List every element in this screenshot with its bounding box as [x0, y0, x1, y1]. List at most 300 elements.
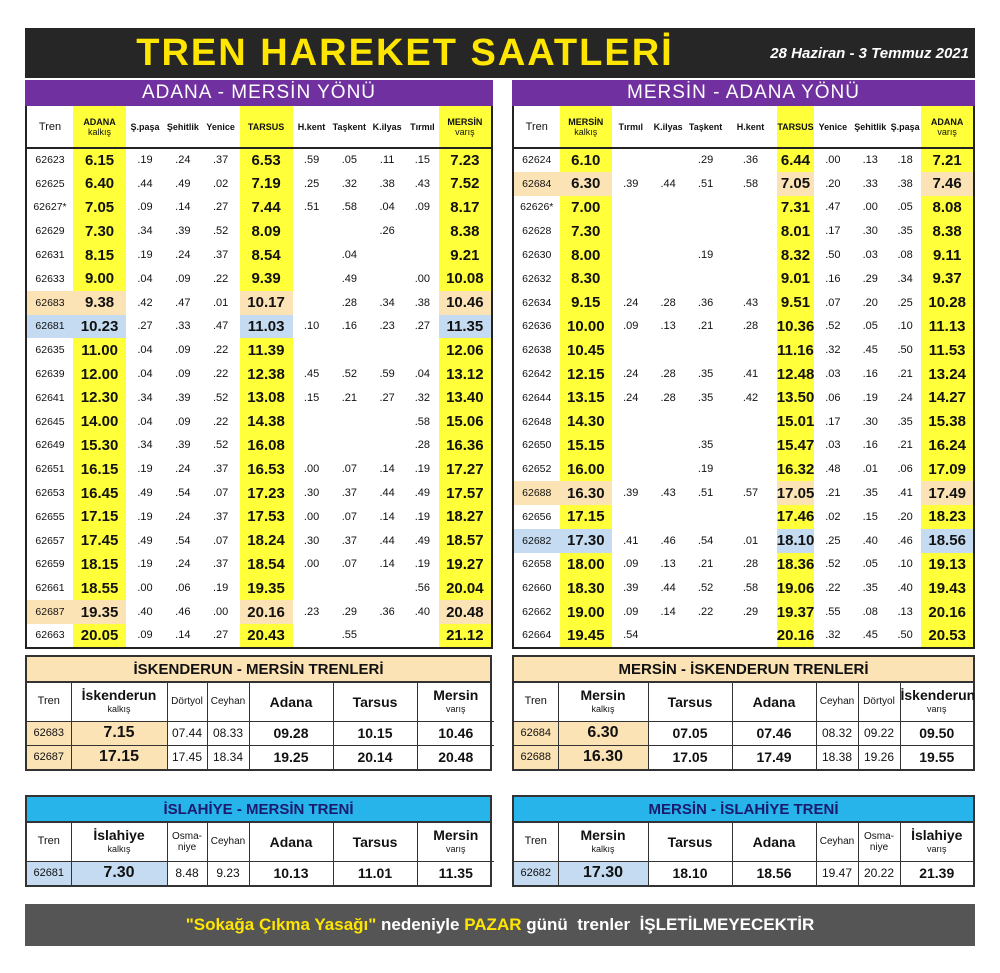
time-cell: .28 [414, 439, 431, 452]
time-cell: .51 [303, 201, 320, 214]
time-cell: 17.30 [558, 861, 648, 885]
time-cell: .37 [212, 154, 229, 167]
time-cell: 7.30 [560, 219, 613, 243]
train-number: 62664 [522, 629, 552, 642]
column-header [732, 683, 816, 721]
time-cell: .46 [175, 606, 191, 619]
time-cell: 20.22 [858, 861, 900, 885]
time-cell: .04 [341, 249, 357, 262]
train-number: 62681 [27, 861, 71, 885]
time-cell: .51 [697, 177, 714, 190]
column-header-label: Tırmıl [618, 121, 644, 132]
time-cell: 8.15 [73, 243, 126, 267]
time-cell: .47 [175, 296, 191, 309]
islahiye-mersin-box [25, 795, 492, 887]
table-row [513, 457, 974, 481]
time-cell: .39 [623, 487, 639, 500]
time-cell: 15.06 [439, 410, 492, 434]
time-cell: .05 [862, 558, 878, 571]
time-cell: 7.19 [240, 172, 293, 196]
time-cell: .25 [897, 296, 913, 309]
time-cell: .06 [897, 463, 913, 476]
time-cell: .24 [897, 391, 913, 404]
time-cell: .52 [825, 558, 841, 571]
column-header-label: kalkış [107, 703, 131, 714]
train-number: 62631 [35, 249, 65, 262]
column-header-label: varış [445, 843, 466, 854]
time-cell: 19.27 [439, 553, 492, 577]
table-row [26, 219, 492, 243]
time-cell: .45 [862, 344, 878, 357]
time-cell: .00 [212, 606, 229, 619]
time-cell: .10 [303, 320, 320, 333]
column-header [71, 683, 167, 721]
time-cell: 13.50 [777, 386, 814, 410]
time-cell: .21 [897, 439, 913, 452]
train-number: 62651 [35, 463, 65, 476]
time-cell: .39 [175, 391, 191, 404]
time-cell: .49 [341, 272, 357, 285]
column-header [514, 823, 558, 861]
time-cell: 8.30 [560, 267, 613, 291]
time-cell [293, 243, 331, 267]
notice-text-1: nedeniyle [376, 915, 465, 934]
time-cell: .04 [137, 344, 153, 357]
time-cell [649, 196, 686, 220]
time-cell: 19.35 [73, 600, 126, 624]
time-cell: .37 [212, 558, 229, 571]
time-cell: .21 [697, 558, 714, 571]
time-cell: .16 [862, 439, 878, 452]
column-header [207, 823, 249, 861]
column-header [71, 823, 167, 861]
column-header [126, 106, 164, 148]
time-cell: 17.49 [921, 481, 974, 505]
time-cell [612, 148, 649, 172]
time-cell [368, 338, 406, 362]
time-cell: 9.11 [921, 243, 974, 267]
time-cell: 9.37 [921, 267, 974, 291]
time-cell: .19 [137, 249, 153, 262]
column-header-label: Adana [269, 693, 313, 710]
time-cell: .55 [825, 606, 841, 619]
time-cell: .19 [137, 510, 153, 523]
column-header [167, 683, 207, 721]
train-number: 62683 [27, 721, 71, 745]
train-number: 62624 [522, 154, 552, 167]
time-cell [406, 243, 439, 267]
iskenderun-mersin-title: İSKENDERUN - MERSİN TRENLERİ [27, 657, 490, 683]
time-cell: 9.38 [73, 291, 126, 315]
time-cell: .42 [137, 296, 153, 309]
time-cell: 17.53 [240, 505, 293, 529]
time-cell: 18.27 [439, 505, 492, 529]
time-cell: .27 [212, 201, 229, 214]
time-cell [724, 338, 777, 362]
time-cell: .39 [175, 439, 191, 452]
time-cell: 10.46 [417, 721, 494, 745]
time-cell: 10.28 [921, 291, 974, 315]
column-header-label: varış [926, 703, 947, 714]
table-row [26, 386, 492, 410]
time-cell: 10.17 [240, 291, 293, 315]
time-cell: .03 [825, 439, 841, 452]
column-header-label: Tren [525, 120, 548, 133]
column-header-label: ADANA [83, 116, 116, 127]
column-header [333, 683, 417, 721]
time-cell: 9.23 [207, 861, 249, 885]
time-cell [724, 267, 777, 291]
train-number: 62627* [33, 201, 67, 214]
time-cell: .21 [825, 487, 841, 500]
time-cell: 7.23 [439, 148, 492, 172]
time-cell [612, 338, 649, 362]
table-row [513, 600, 974, 624]
column-header-label: Mersin [433, 826, 479, 843]
time-cell [687, 505, 724, 529]
time-cell: 19.26 [858, 745, 900, 769]
time-cell: .00 [414, 272, 431, 285]
time-cell: 16.30 [560, 481, 613, 505]
time-cell: 7.46 [921, 172, 974, 196]
time-cell: 20.53 [921, 624, 974, 648]
time-cell: .21 [341, 391, 357, 404]
time-cell: .36 [697, 296, 714, 309]
column-header-label: Adana [269, 833, 313, 850]
time-cell: 19.55 [900, 745, 973, 769]
column-header [26, 106, 73, 148]
train-number: 62688 [514, 745, 558, 769]
time-cell: .26 [379, 225, 395, 238]
time-cell: .19 [137, 154, 153, 167]
train-number: 62645 [35, 415, 65, 428]
time-cell: .54 [175, 534, 191, 547]
time-cell: 18.38 [816, 745, 858, 769]
time-cell: .56 [414, 582, 431, 595]
time-cell: .49 [414, 534, 431, 547]
time-cell: 10.46 [439, 291, 492, 315]
time-cell: 20.04 [439, 576, 492, 600]
time-cell: 7.21 [921, 148, 974, 172]
time-cell: .01 [862, 463, 878, 476]
time-cell [687, 219, 724, 243]
time-cell: .04 [137, 368, 153, 381]
train-number: 62626* [520, 201, 554, 214]
time-cell: .44 [660, 582, 676, 595]
time-cell: 8.09 [240, 219, 293, 243]
column-header-label: Tarsus [667, 833, 713, 850]
table-row [27, 745, 494, 769]
time-cell: 19.43 [921, 576, 974, 600]
time-cell: .20 [825, 177, 841, 190]
time-cell: .07 [341, 558, 357, 571]
time-cell: .29 [862, 272, 878, 285]
column-header [816, 683, 858, 721]
time-cell: 18.54 [240, 553, 293, 577]
time-cell: .28 [660, 296, 676, 309]
time-cell: 07.05 [648, 721, 732, 745]
time-cell [368, 410, 406, 434]
train-number: 62636 [522, 320, 552, 333]
time-cell: .40 [897, 582, 913, 595]
time-cell: .35 [897, 415, 913, 428]
adana-mersin-table [25, 106, 493, 649]
time-cell: .23 [379, 320, 395, 333]
time-cell: .57 [742, 487, 759, 500]
train-number: 62682 [513, 529, 560, 553]
train-number: 62635 [35, 344, 65, 357]
time-cell: .32 [341, 177, 357, 190]
time-cell [330, 219, 368, 243]
time-cell: .09 [137, 201, 153, 214]
time-cell: 15.01 [777, 410, 814, 434]
time-cell: .47 [825, 201, 841, 214]
column-header-label: Şehitlik [166, 121, 199, 132]
column-header-label: TARSUS [777, 121, 814, 132]
train-number: 62625 [35, 177, 65, 190]
train-number: 62661 [35, 582, 65, 595]
time-cell: 17.23 [240, 481, 293, 505]
time-cell: .50 [897, 344, 913, 357]
column-header-label: Mersin [433, 686, 479, 703]
column-header [687, 106, 724, 148]
mersin-adana-title: MERSİN - ADANA YÖNÜ [512, 80, 975, 106]
time-cell [724, 243, 777, 267]
time-cell: .09 [175, 368, 191, 381]
time-cell: 8.48 [167, 861, 207, 885]
column-header [73, 106, 126, 148]
time-cell [368, 624, 406, 648]
time-cell: .41 [742, 368, 759, 381]
time-cell [649, 434, 686, 458]
time-cell: .37 [341, 487, 357, 500]
table-row [26, 243, 492, 267]
train-number: 62633 [35, 272, 65, 285]
time-cell: .39 [623, 582, 639, 595]
train-number: 62687 [26, 600, 73, 624]
time-cell: 16.36 [439, 434, 492, 458]
table-row [514, 861, 973, 885]
time-cell [368, 267, 406, 291]
time-cell: .05 [341, 154, 357, 167]
table-row [513, 505, 974, 529]
time-cell: .40 [414, 606, 431, 619]
time-cell [293, 219, 331, 243]
table-row [26, 505, 492, 529]
column-header-label: kalkış [591, 843, 615, 854]
time-cell: .29 [697, 154, 714, 167]
time-cell: 17.45 [167, 745, 207, 769]
time-cell: .00 [862, 201, 878, 214]
time-cell [724, 410, 777, 434]
time-cell: .15 [303, 391, 320, 404]
column-header [27, 683, 71, 721]
time-cell: .46 [897, 534, 913, 547]
time-cell: 17.30 [560, 529, 613, 553]
time-cell: 09.50 [900, 721, 973, 745]
time-cell: .38 [379, 177, 395, 190]
time-cell: .19 [414, 558, 431, 571]
time-cell: .22 [697, 606, 714, 619]
time-cell: .09 [137, 629, 153, 642]
time-cell: .43 [414, 177, 431, 190]
time-cell: .14 [379, 510, 395, 523]
time-cell: .29 [742, 606, 759, 619]
time-cell: 17.27 [439, 457, 492, 481]
column-header-label: Tren [524, 695, 547, 708]
time-cell: .09 [175, 415, 191, 428]
column-header-label: Şehitlik [854, 121, 887, 132]
time-cell: .58 [742, 177, 759, 190]
time-cell: 10.36 [777, 315, 814, 339]
time-cell [293, 338, 331, 362]
time-cell: .43 [742, 296, 759, 309]
time-cell: .08 [897, 249, 913, 262]
time-cell: 20.16 [921, 600, 974, 624]
time-cell: .59 [303, 154, 320, 167]
time-cell: .09 [623, 320, 639, 333]
time-cell: .48 [825, 463, 841, 476]
time-cell: .49 [137, 487, 153, 500]
column-header-label: varış [926, 843, 947, 854]
time-cell [406, 624, 439, 648]
time-cell: .34 [897, 272, 913, 285]
train-number: 62660 [522, 582, 552, 595]
time-cell: .07 [212, 487, 229, 500]
time-cell: 08.33 [207, 721, 249, 745]
time-cell: 18.55 [73, 576, 126, 600]
time-cell: .47 [212, 320, 229, 333]
time-cell: 16.00 [560, 457, 613, 481]
time-cell: 12.30 [73, 386, 126, 410]
time-cell: .35 [697, 368, 714, 381]
table-row [513, 219, 974, 243]
column-header [921, 106, 974, 148]
column-header-label: varış [455, 126, 475, 137]
mersin-islahiye-table [514, 823, 973, 885]
time-cell: .36 [379, 606, 395, 619]
time-cell: .59 [379, 368, 395, 381]
time-cell: .19 [697, 463, 714, 476]
time-cell: 7.52 [439, 172, 492, 196]
time-cell: .30 [303, 487, 320, 500]
time-cell: .00 [303, 558, 320, 571]
column-header-label: Tren [524, 835, 547, 848]
time-cell: .18 [897, 154, 913, 167]
time-cell: .52 [825, 320, 841, 333]
table-row [513, 338, 974, 362]
time-cell: .01 [742, 534, 759, 547]
column-header [417, 683, 494, 721]
time-cell: 13.15 [560, 386, 613, 410]
column-header-label: TARSUS [247, 121, 285, 132]
time-cell: .35 [897, 225, 913, 238]
time-cell [649, 505, 686, 529]
table-row [26, 553, 492, 577]
column-header [417, 823, 494, 861]
time-cell: .00 [825, 154, 841, 167]
time-cell: 17.57 [439, 481, 492, 505]
time-cell: 16.30 [558, 745, 648, 769]
train-number: 62638 [522, 344, 552, 357]
time-cell: .54 [623, 629, 639, 642]
time-cell: 18.10 [777, 529, 814, 553]
train-number: 62642 [522, 368, 552, 381]
time-cell [406, 219, 439, 243]
table-row [26, 576, 492, 600]
time-cell: .36 [742, 154, 759, 167]
time-cell [330, 410, 368, 434]
time-cell: 19.45 [560, 624, 613, 648]
time-cell: 8.17 [439, 196, 492, 220]
column-header-label: H.kent [736, 121, 765, 132]
time-cell: .19 [137, 463, 153, 476]
table-row [513, 243, 974, 267]
table-row [513, 315, 974, 339]
time-cell: .34 [137, 439, 153, 452]
time-cell: .52 [212, 391, 229, 404]
time-cell: 6.30 [558, 721, 648, 745]
column-header [207, 683, 249, 721]
time-cell: 7.05 [777, 172, 814, 196]
column-header [732, 823, 816, 861]
time-cell: .00 [303, 463, 320, 476]
time-cell: .19 [414, 463, 431, 476]
time-cell: .16 [341, 320, 357, 333]
time-cell: .32 [825, 344, 841, 357]
table-row [513, 434, 974, 458]
time-cell: .37 [212, 249, 229, 262]
time-cell: .24 [175, 154, 191, 167]
time-cell [649, 267, 686, 291]
time-cell [649, 624, 686, 648]
time-cell: .22 [212, 415, 229, 428]
time-cell: .04 [137, 272, 153, 285]
time-cell: 19.25 [249, 745, 333, 769]
time-cell: 14.00 [73, 410, 126, 434]
time-cell [612, 505, 649, 529]
time-cell: .39 [623, 177, 639, 190]
column-header-label: kalkış [107, 843, 131, 854]
time-cell: 6.53 [240, 148, 293, 172]
column-header-label: Taşkent [332, 121, 367, 132]
table-row [513, 291, 974, 315]
time-cell: 15.15 [560, 434, 613, 458]
train-number: 62662 [522, 606, 552, 619]
notice-sunday: PAZAR [464, 915, 522, 934]
time-cell: .37 [212, 463, 229, 476]
column-header-label: Ceyhan [819, 836, 855, 848]
time-cell: 12.15 [560, 362, 613, 386]
time-cell: 11.39 [240, 338, 293, 362]
time-cell [724, 434, 777, 458]
time-cell: .15 [862, 510, 878, 523]
column-header [558, 683, 648, 721]
time-cell: 18.36 [777, 553, 814, 577]
time-cell [293, 624, 331, 648]
mersin-adana-panel [512, 80, 975, 649]
column-header-label: Tarsus [667, 693, 713, 710]
column-header [368, 106, 406, 148]
time-cell: 7.31 [777, 196, 814, 220]
column-header-label: Dörtyol [171, 696, 203, 708]
time-cell [724, 457, 777, 481]
time-cell [293, 434, 331, 458]
time-cell: 15.30 [73, 434, 126, 458]
column-header [816, 823, 858, 861]
adana-mersin-panel [25, 80, 493, 649]
time-cell [406, 338, 439, 362]
